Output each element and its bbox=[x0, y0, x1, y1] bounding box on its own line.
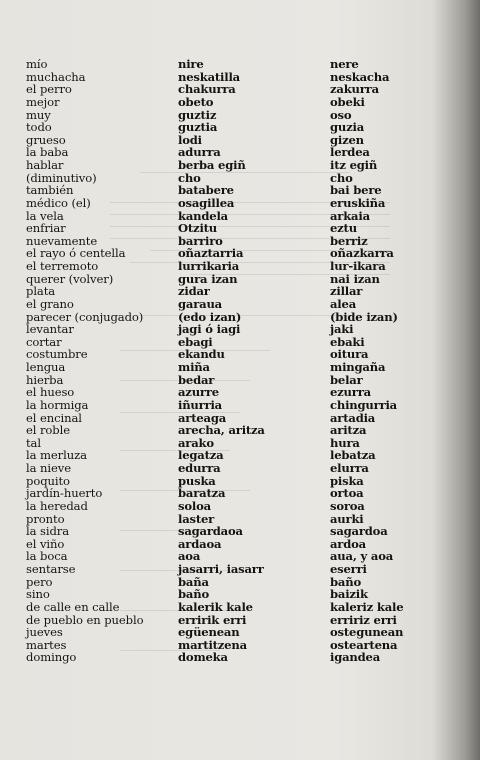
vizcaino-term: ekandu bbox=[178, 347, 225, 362]
guipuzcoano-term: ezurra bbox=[330, 385, 371, 400]
spanish-term: la sidra bbox=[26, 524, 70, 539]
table-row bbox=[0, 96, 480, 109]
spanish-term: la merluza bbox=[26, 448, 87, 463]
guipuzcoano-term: aurki bbox=[330, 511, 364, 526]
table-row bbox=[0, 386, 480, 399]
vizcaino-term: miña bbox=[178, 360, 210, 374]
guipuzcoano-term: lerdea bbox=[330, 145, 370, 160]
guipuzcoano-term: alea bbox=[330, 296, 357, 311]
vizcaino-term: guztia bbox=[178, 120, 218, 135]
table-row bbox=[0, 348, 480, 361]
guipuzcoano-term: osteartena bbox=[330, 637, 398, 652]
table-row bbox=[0, 109, 480, 122]
spanish-term: el perro bbox=[26, 82, 72, 97]
guipuzcoano-term: gizen bbox=[330, 132, 364, 147]
table-row bbox=[0, 462, 480, 475]
spanish-term: hierba bbox=[26, 372, 64, 387]
vizcaino-term: edurra bbox=[178, 461, 221, 475]
guipuzcoano-term: baño bbox=[330, 574, 361, 589]
guipuzcoano-term: cho bbox=[330, 170, 353, 185]
guipuzcoano-term: lebatza bbox=[330, 448, 376, 463]
table-row bbox=[0, 614, 480, 627]
vizcaino-term: soloa bbox=[178, 498, 211, 513]
vizcaino-term: ardaoa bbox=[178, 536, 222, 551]
table-row bbox=[0, 210, 480, 223]
spanish-term: sino bbox=[26, 587, 50, 602]
spanish-term: pronto bbox=[26, 511, 65, 526]
spanish-term: también bbox=[26, 183, 74, 198]
spanish-term: plata bbox=[26, 284, 56, 299]
spanish-term: tal bbox=[26, 435, 41, 450]
vizcaino-term: bedar bbox=[178, 372, 215, 387]
vizcaino-term: zidar bbox=[178, 284, 210, 299]
spanish-term: el rayo ó centella bbox=[26, 246, 126, 261]
spanish-term: nuevamente bbox=[26, 233, 98, 248]
table-row bbox=[0, 651, 480, 664]
vizcaino-term: barriro bbox=[178, 233, 223, 248]
vizcaino-term: kandela bbox=[178, 208, 228, 223]
vizcaino-term: osagillea bbox=[178, 195, 235, 210]
table-row bbox=[0, 121, 480, 134]
table-row bbox=[0, 626, 480, 639]
guipuzcoano-term: ebaki bbox=[330, 334, 365, 349]
guipuzcoano-term: ortoa bbox=[330, 486, 364, 501]
table-row bbox=[0, 361, 480, 374]
table-row bbox=[0, 323, 480, 336]
spanish-term: levantar bbox=[26, 322, 74, 337]
vizcaino-term: oñaztarria bbox=[178, 246, 244, 261]
guipuzcoano-term: berriz bbox=[330, 233, 368, 248]
spanish-term: costumbre bbox=[26, 347, 88, 362]
vizcaino-term: legatza bbox=[178, 448, 224, 463]
guipuzcoano-term: ostegunean bbox=[330, 625, 404, 640]
guipuzcoano-term: zillar bbox=[330, 284, 363, 299]
guipuzcoano-term: zakurra bbox=[330, 82, 379, 97]
spanish-term: médico (el) bbox=[26, 195, 91, 210]
vizcaino-term: lodi bbox=[178, 132, 202, 147]
spanish-term: la heredad bbox=[26, 498, 88, 513]
spanish-term: muy bbox=[26, 107, 51, 122]
guipuzcoano-term: (bide izan) bbox=[330, 309, 398, 324]
vizcaino-term: jasarri, iasarr bbox=[178, 562, 264, 576]
guipuzcoano-term: arkaia bbox=[330, 208, 370, 223]
vizcaino-term: obeto bbox=[178, 94, 214, 109]
table-row bbox=[0, 487, 480, 500]
guipuzcoano-term: elurra bbox=[330, 461, 369, 475]
vizcaino-term: laster bbox=[178, 511, 215, 526]
guipuzcoano-term: nai izan bbox=[330, 271, 380, 286]
spanish-term: domingo bbox=[26, 650, 77, 665]
guipuzcoano-term: bai bere bbox=[330, 183, 382, 198]
vizcaino-term: guztiz bbox=[178, 107, 217, 122]
guipuzcoano-term: artadia bbox=[330, 410, 376, 425]
table-row bbox=[0, 71, 480, 84]
table-row bbox=[0, 58, 480, 71]
table-row bbox=[0, 222, 480, 235]
spanish-term: el viño bbox=[26, 536, 65, 551]
spanish-term: lengua bbox=[26, 360, 66, 374]
table-row bbox=[0, 197, 480, 210]
table-row bbox=[0, 525, 480, 538]
vizcaino-term: sagardaoa bbox=[178, 524, 243, 539]
vizcaino-term: erririk erri bbox=[178, 612, 247, 627]
vizcaino-term: aoa bbox=[178, 549, 201, 564]
vizcaino-term: garaua bbox=[178, 296, 222, 311]
table-row bbox=[0, 588, 480, 601]
spanish-term: poquito bbox=[26, 473, 70, 488]
guipuzcoano-term: belar bbox=[330, 372, 363, 387]
vizcaino-term: arako bbox=[178, 435, 214, 450]
table-row bbox=[0, 159, 480, 172]
vizcaino-term: (edo izan) bbox=[178, 309, 242, 324]
vizcaino-term: neskatilla bbox=[178, 69, 240, 84]
vizcaino-term: jagi ó iagi bbox=[178, 322, 241, 337]
vizcaino-term: batabere bbox=[178, 183, 234, 198]
spanish-term: muchacha bbox=[26, 69, 86, 84]
guipuzcoano-term: oso bbox=[330, 107, 352, 122]
guipuzcoano-term: kaleriz kale bbox=[330, 599, 404, 614]
vizcaino-term: cho bbox=[178, 170, 201, 185]
vizcaino-term: baña bbox=[178, 574, 209, 589]
table-row bbox=[0, 399, 480, 412]
spanish-term: la baba bbox=[26, 145, 69, 160]
guipuzcoano-term: neskacha bbox=[330, 69, 390, 84]
spanish-term: jardín-huerto bbox=[26, 486, 103, 501]
spanish-term: todo bbox=[26, 120, 52, 135]
vizcaino-term: azurre bbox=[178, 385, 219, 400]
vizcaino-term: baño bbox=[178, 587, 209, 602]
guipuzcoano-term: aua, y aoa bbox=[330, 549, 394, 564]
vizcaino-term: iñurria bbox=[178, 397, 222, 412]
spanish-term: de calle en calle bbox=[26, 599, 120, 614]
spanish-term: enfriar bbox=[26, 221, 66, 236]
table-row bbox=[0, 576, 480, 589]
vizcaino-term: nire bbox=[178, 57, 204, 71]
guipuzcoano-term: eserri bbox=[330, 562, 367, 576]
guipuzcoano-term: erririz erri bbox=[330, 612, 397, 627]
guipuzcoano-term: guzia bbox=[330, 120, 365, 135]
spanish-term: martes bbox=[26, 637, 67, 652]
spanish-term: la nieve bbox=[26, 461, 71, 475]
spanish-term: el hueso bbox=[26, 385, 75, 400]
guipuzcoano-term: oñazkarra bbox=[330, 246, 394, 261]
guipuzcoano-term: eruskiña bbox=[330, 195, 386, 210]
vizcaino-term: lurrikaria bbox=[178, 259, 240, 273]
vizcaino-term: gura izan bbox=[178, 271, 238, 286]
vizcaino-term: arecha, aritza bbox=[178, 423, 265, 438]
guipuzcoano-term: piska bbox=[330, 473, 364, 488]
table-row bbox=[0, 134, 480, 147]
table-row bbox=[0, 285, 480, 298]
table-row bbox=[0, 563, 480, 576]
table-row bbox=[0, 83, 480, 96]
vizcaino-term: ebagi bbox=[178, 334, 213, 349]
vizcaino-term: chakurra bbox=[178, 82, 236, 97]
guipuzcoano-term: sagardoa bbox=[330, 524, 388, 539]
spanish-term: mejor bbox=[26, 94, 60, 109]
guipuzcoano-term: eztu bbox=[330, 221, 357, 236]
table-row bbox=[0, 273, 480, 286]
spanish-term: grueso bbox=[26, 132, 66, 147]
table-row bbox=[0, 424, 480, 437]
vizcaino-term: egüenean bbox=[178, 625, 240, 640]
vizcaino-term: adurra bbox=[178, 145, 221, 160]
spanish-term: cortar bbox=[26, 334, 62, 349]
spanish-term: (diminutivo) bbox=[26, 170, 97, 185]
guipuzcoano-term: nere bbox=[330, 57, 359, 71]
guipuzcoano-term: lur-ikara bbox=[330, 259, 386, 273]
spanish-term: la vela bbox=[26, 208, 64, 223]
vizcaino-term: domeka bbox=[178, 650, 228, 665]
vizcaino-term: puska bbox=[178, 473, 216, 488]
spanish-term: la boca bbox=[26, 549, 68, 564]
guipuzcoano-term: aritza bbox=[330, 423, 367, 438]
table-row bbox=[0, 449, 480, 462]
table-row bbox=[0, 298, 480, 311]
spanish-term: de pueblo en pueblo bbox=[26, 612, 144, 627]
spanish-term: el encinal bbox=[26, 410, 82, 425]
guipuzcoano-term: chingurria bbox=[330, 397, 397, 412]
guipuzcoano-term: igandea bbox=[330, 650, 381, 665]
spanish-term: el terremoto bbox=[26, 259, 99, 273]
spanish-term: pero bbox=[26, 574, 53, 589]
vocabulary-table bbox=[0, 58, 480, 664]
table-row bbox=[0, 538, 480, 551]
spanish-term: jueves bbox=[26, 625, 63, 640]
guipuzcoano-term: hura bbox=[330, 435, 360, 450]
spanish-term: parecer (conjugado) bbox=[26, 309, 144, 324]
vizcaino-term: martitzena bbox=[178, 637, 247, 652]
spanish-term: el grano bbox=[26, 296, 74, 311]
table-row bbox=[0, 260, 480, 273]
guipuzcoano-term: soroa bbox=[330, 498, 365, 513]
vizcaino-term: berba egiñ bbox=[178, 158, 246, 172]
vizcaino-term: baratza bbox=[178, 486, 226, 501]
spanish-term: el roble bbox=[26, 423, 70, 438]
spanish-term: querer (volver) bbox=[26, 271, 114, 286]
spanish-term: hablar bbox=[26, 158, 64, 172]
guipuzcoano-term: mingaña bbox=[330, 360, 386, 374]
vizcaino-term: Otzitu bbox=[178, 221, 218, 236]
guipuzcoano-term: baizik bbox=[330, 587, 368, 602]
guipuzcoano-term: obeki bbox=[330, 94, 365, 109]
table-row bbox=[0, 500, 480, 513]
table-row bbox=[0, 184, 480, 197]
table-row bbox=[0, 601, 480, 614]
guipuzcoano-term: itz egiñ bbox=[330, 158, 378, 172]
spanish-term: sentarse bbox=[26, 562, 76, 576]
vizcaino-term: kalerik kale bbox=[178, 599, 253, 614]
guipuzcoano-term: oitura bbox=[330, 347, 369, 362]
vizcaino-term: arteaga bbox=[178, 410, 227, 425]
guipuzcoano-term: ardoa bbox=[330, 536, 366, 551]
spanish-term: mío bbox=[26, 57, 48, 71]
spanish-term: la hormiga bbox=[26, 397, 89, 412]
guipuzcoano-term: jaki bbox=[330, 322, 354, 337]
